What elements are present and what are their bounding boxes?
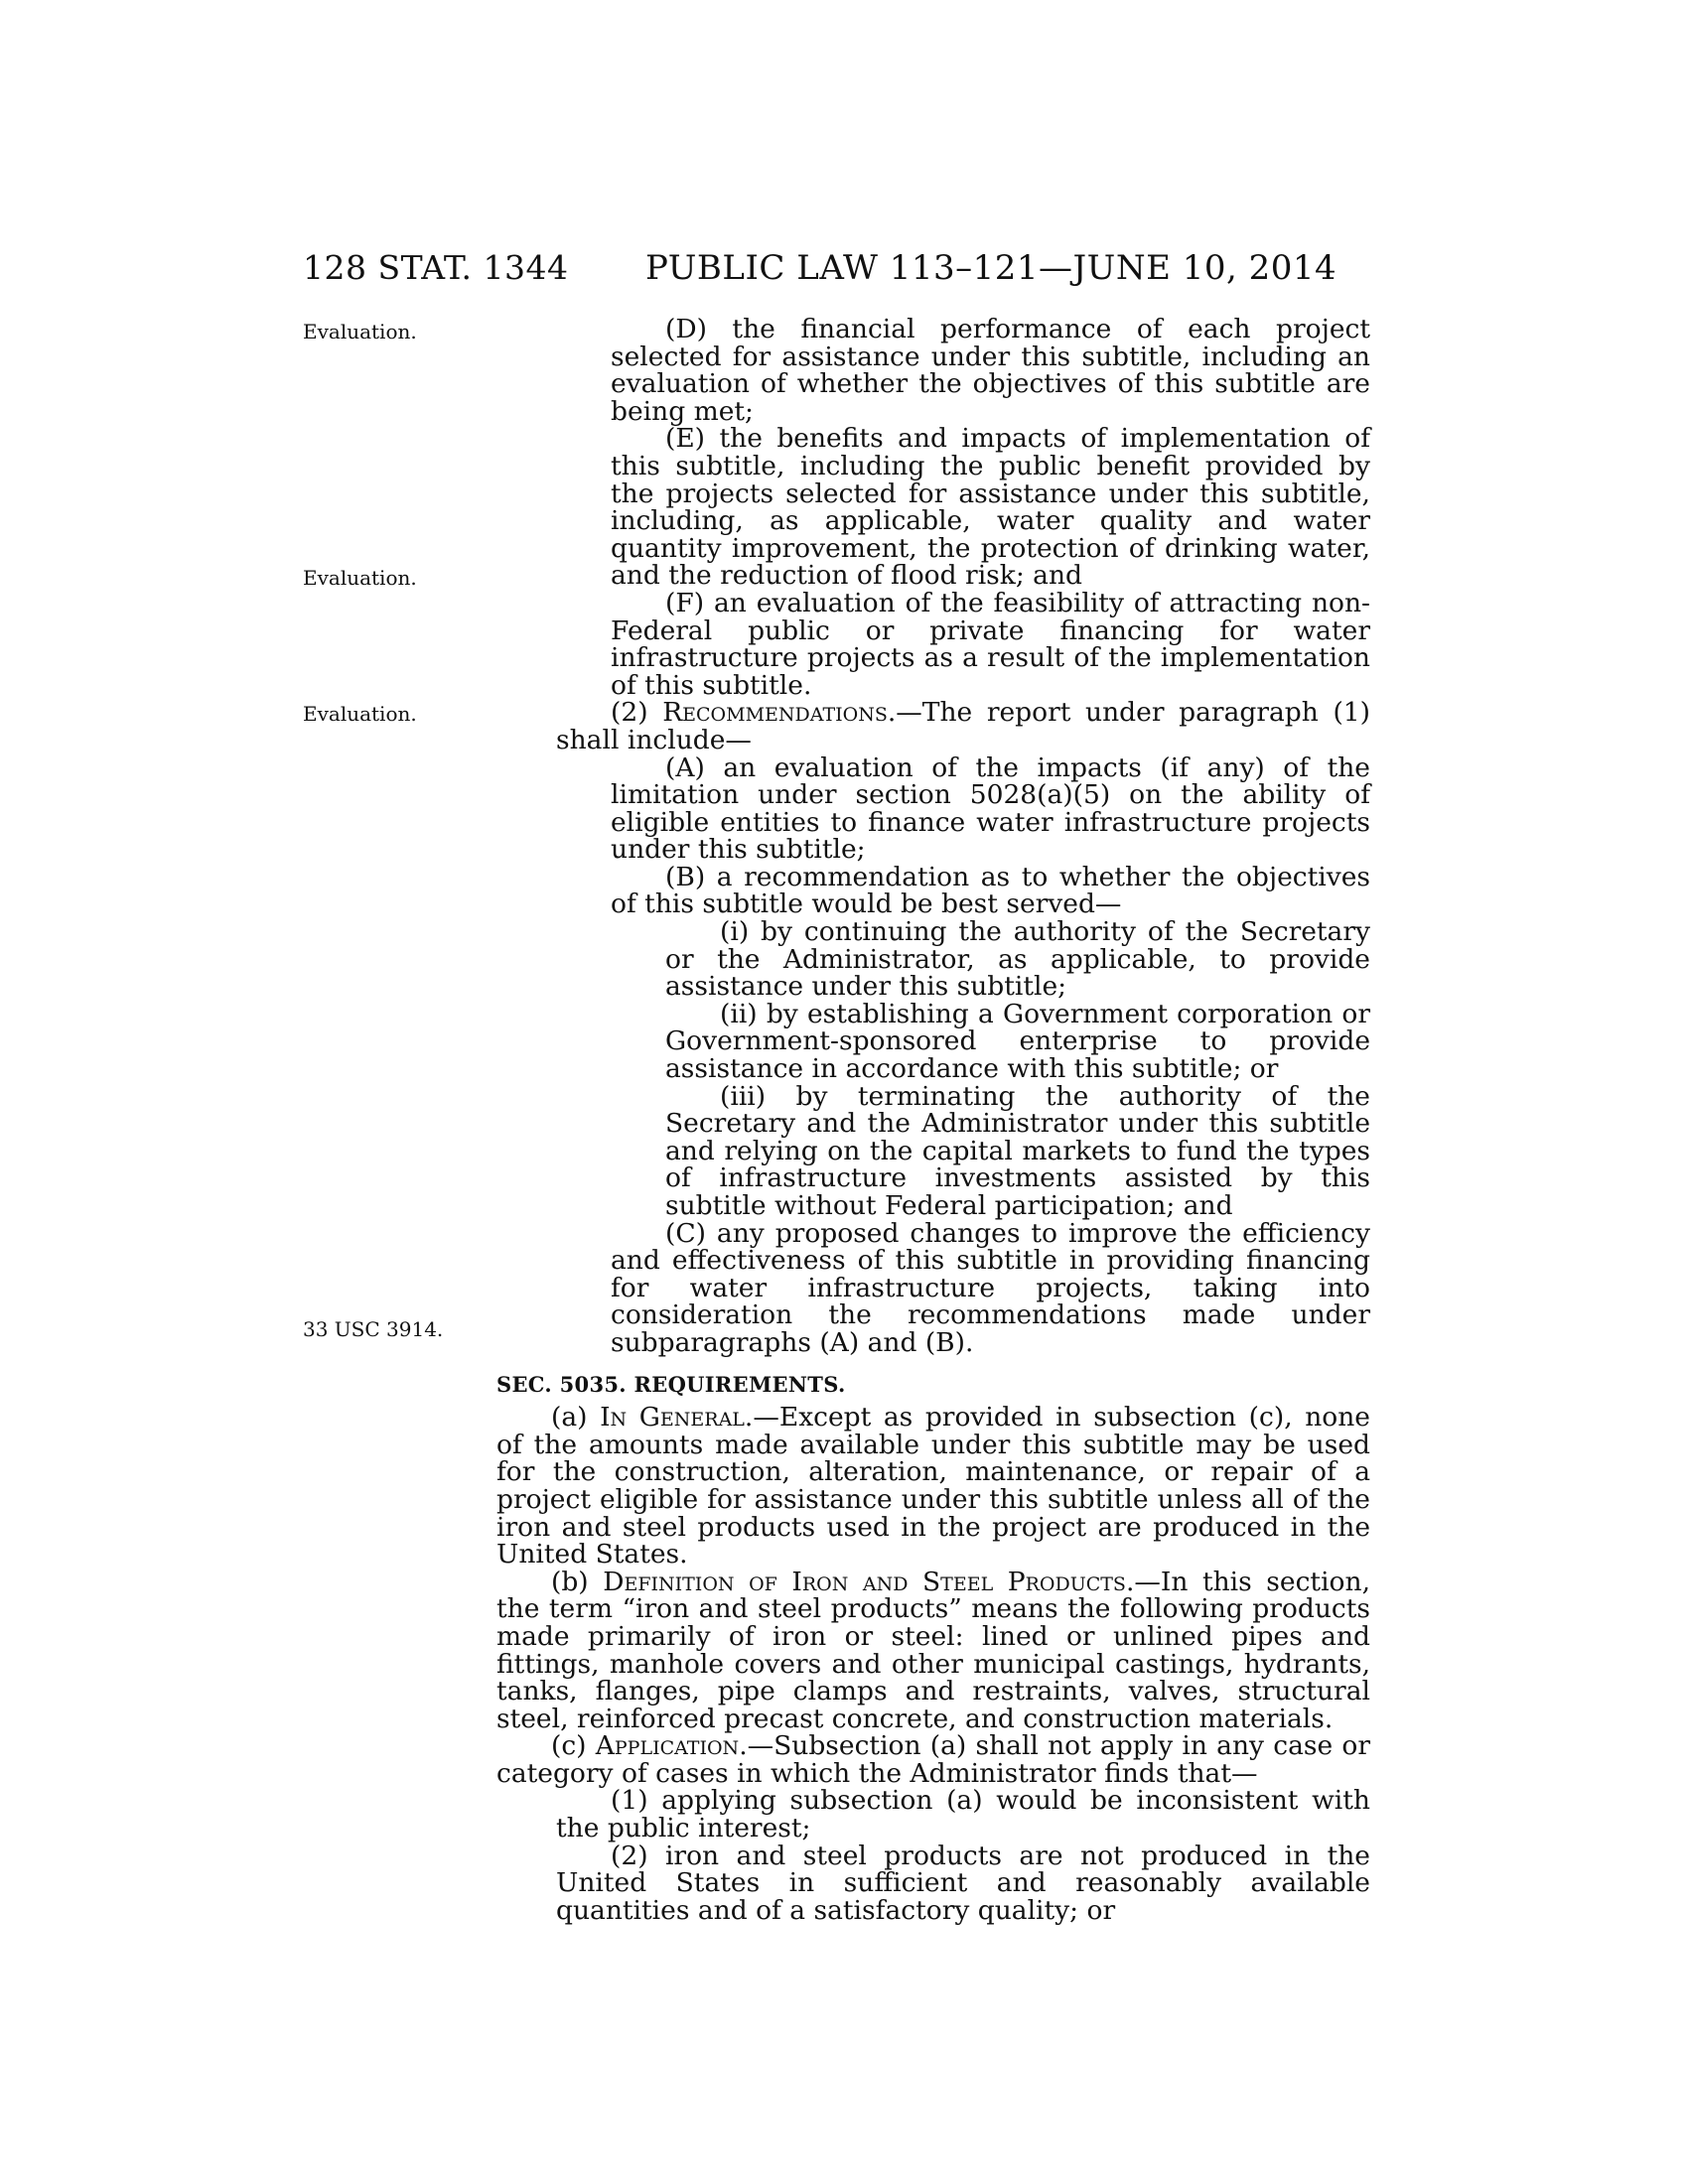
section-heading: SEC. 5035. REQUIREMENTS.: [496, 1371, 846, 1397]
subsection-a: [496, 1404, 1370, 1569]
margin-note-evaluation-3: Evaluation.: [303, 702, 417, 726]
statute-body: [496, 316, 1370, 1924]
subparagraph-c: (C) any proposed changes to improve the efficiency and effectiveness of this subtitle in providing financing for water infrastructure projects, taking into consideration the recommendations made under subparagraphs (A) and (B).: [611, 1217, 1370, 1358]
paragraph-2-heading: Recommendations: [662, 697, 888, 729]
margin-note-evaluation-2: Evaluation.: [303, 566, 417, 590]
subparagraph-d: (D) the financial performance of each project selected for assistance under this subtitle, including an evaluation of whether the objectives of this subtitle are being met;: [611, 314, 1370, 427]
subsection-b-heading: Definition of Iron and Steel Products: [603, 1566, 1126, 1597]
subsection-b: [496, 1566, 1370, 1734]
subparagraph-a: (A) an evaluation of the impacts (if any) of the limitation under section 5028(a)(5) on the ability of eligible entities to finance water infrastructure projects under this subtitle;: [611, 751, 1370, 866]
subparagraph-e: (E) the benefits and impacts of implementation of this subtitle, including the public benefit provided by the projects selected for assistance under this subtitle, including, as applicable, water quality and water quantity improvement, the protection of drinking water, and the reduction of flood risk; and: [611, 423, 1370, 592]
clause-ii: (ii) by establishing a Government corporation or Government-sponsored enterprise to provide assistance in accordance with this subtitle; or: [665, 998, 1370, 1085]
subsection-c-number: (c): [551, 1730, 596, 1762]
paragraph-2-recommendations: [496, 699, 1370, 753]
subsection-a-number: (a): [551, 1402, 601, 1433]
clause-i: (i) by continuing the authority of the Secretary or the Administrator, as applicable, to provide assistance under this subtitle;: [665, 916, 1370, 1003]
paragraph-2-text: .—The report under paragraph (1) shall include—: [556, 697, 1370, 755]
margin-note-usc-citation: 33 USC 3914.: [303, 1317, 444, 1341]
subsection-c-item-2: (2) iron and steel products are not produced in the United States in sufficient and reasonably available quantities and of a satisfactory quality; or: [556, 1840, 1370, 1926]
subsection-b-text: .—In this section, the term “iron and steel products” means the following products made primarily of iron or steel: lined or unlined pipes and fittings, manhole covers and other municipal castings, hydrants, tanks, flanges, pipe clamps and restraints, valves, structural steel, reinforced precast concrete, and construction materials.: [496, 1566, 1370, 1734]
clause-iii: (iii) by terminating the authority of the Secretary and the Administrator under this subtitle and relying on the capital markets to fund the types of infrastructure investments assisted by this subtitle without Federal participation; and: [665, 1080, 1370, 1221]
subparagraph-f: (F) an evaluation of the feasibility of attracting non-Federal public or private financing for water infrastructure projects as a result of the implementation of this subtitle.: [611, 587, 1370, 701]
subsection-c-text: .—Subsection (a) shall not apply in any case or category of cases in which the Administrator finds that—: [496, 1730, 1370, 1789]
subsection-c: [496, 1732, 1370, 1787]
stat-citation: 128 STAT. 1344: [303, 248, 569, 287]
subsection-b-number: (b): [551, 1566, 604, 1597]
paragraph-2-number: (2): [611, 697, 663, 729]
subsection-a-heading: In General: [600, 1402, 745, 1433]
margin-note-evaluation-1: Evaluation.: [303, 320, 417, 343]
subsection-c-heading: Application: [595, 1730, 740, 1762]
subsection-a-text: .—Except as provided in subsection (c), none of the amounts made available under this subtitle may be used for the construction, alteration, maintenance, or repair of a project eligible for assistance under this subtitle unless all of the iron and steel products used in the project are produced in the United States.: [496, 1402, 1370, 1570]
page-header-title: PUBLIC LAW 113–121—JUNE 10, 2014: [645, 248, 1337, 288]
subsection-c-item-1: (1) applying subsection (a) would be inconsistent with the public interest;: [556, 1785, 1370, 1844]
subparagraph-b: (B) a recommendation as to whether the objectives of this subtitle would be best served—: [611, 861, 1370, 920]
